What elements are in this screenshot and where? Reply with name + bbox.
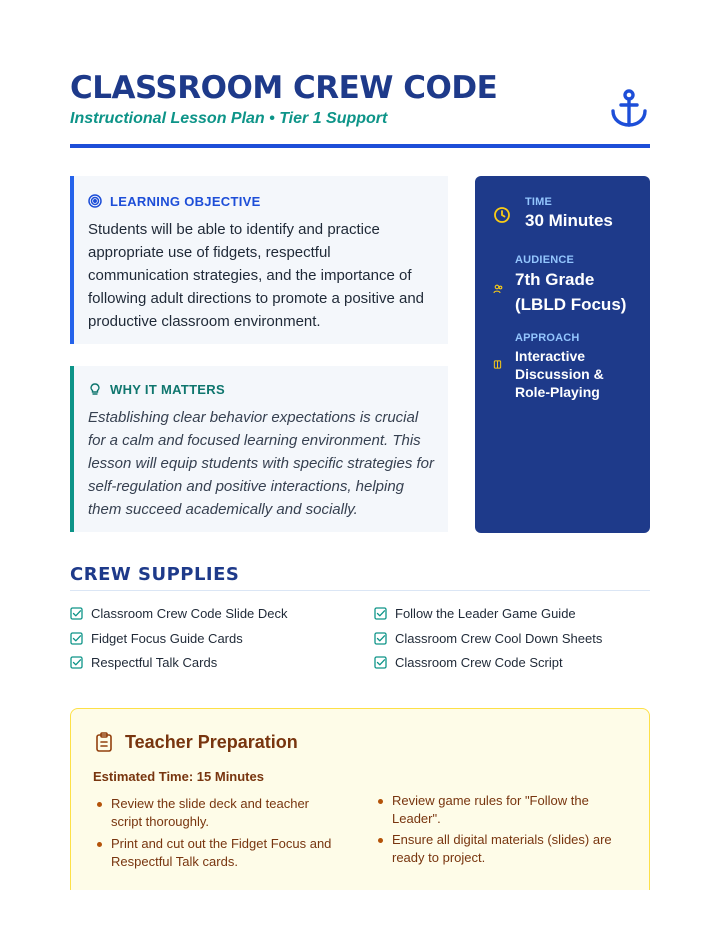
supply-label: Classroom Crew Code Script (395, 655, 563, 670)
checkbox-icon (374, 632, 387, 645)
checkbox-icon (70, 656, 83, 669)
lesson-info-panel (475, 176, 650, 533)
users-icon (493, 284, 503, 294)
supply-item (374, 606, 576, 621)
supply-item (374, 631, 602, 646)
why-it-matters-heading (88, 380, 434, 398)
time-info (497, 196, 632, 231)
list-item: Review the slide deck and teacher script thoroughly. (93, 795, 343, 831)
learning-objective-text: Students will be able to identify and practice appropriate use of fidgets, respectful communication strategies, and the importance of following adult directions to promote a positive and productive classroom environment. (88, 221, 425, 330)
teacher-preparation-heading (93, 731, 627, 753)
lightbulb-icon (88, 382, 102, 396)
why-it-matters-text: Establishing clear behavior expectations is crucial for a calm and focused learning environment. This lesson will equip students with specific strategies for self-regulation and positive interactions, helping them succeed academically and socially. (88, 409, 434, 518)
list-item: Review game rules for "Follow the Leader". (374, 792, 624, 828)
teacher-preparation-label: Teacher Preparation (125, 731, 298, 752)
supply-item (374, 655, 563, 670)
supply-label: Fidget Focus Guide Cards (91, 631, 243, 646)
checkbox-icon (70, 607, 83, 620)
learning-objective-label: LEARNING OBJECTIVE (110, 193, 261, 209)
crew-supplies-heading: CREW SUPPLIES (70, 564, 240, 585)
approach-label: APPROACH (515, 332, 580, 344)
audience-info (493, 254, 632, 317)
prep-list-right (374, 792, 624, 870)
approach-info (493, 332, 632, 401)
clipboard-icon (93, 731, 115, 753)
target-icon (88, 194, 102, 208)
anchor-icon (608, 88, 650, 130)
learning-objective-heading (88, 192, 434, 210)
supply-label: Follow the Leader Game Guide (395, 606, 576, 621)
page-subtitle: Instructional Lesson Plan • Tier 1 Support (70, 110, 388, 127)
book-icon (493, 360, 502, 369)
supply-item (70, 655, 217, 670)
supply-label: Respectful Talk Cards (91, 655, 218, 670)
supply-item (70, 631, 243, 646)
why-it-matters-card (70, 366, 448, 532)
learning-objective-card (70, 176, 448, 344)
estimated-time: Estimated Time: 15 Minutes (93, 769, 264, 784)
section-divider (70, 590, 650, 591)
checkbox-icon (70, 632, 83, 645)
checkbox-icon (374, 656, 387, 669)
teacher-preparation-card (70, 708, 650, 908)
supply-item (70, 606, 288, 621)
supply-label: Classroom Crew Cool Down Sheets (395, 631, 603, 646)
audience-label: AUDIENCE (515, 254, 575, 266)
checkbox-icon (374, 607, 387, 620)
page-bottom-edge (0, 890, 720, 932)
list-item: Print and cut out the Fidget Focus and Respectful Talk cards. (93, 835, 343, 871)
list-item: Ensure all digital materials (slides) are ready to project. (374, 831, 624, 867)
supply-label: Classroom Crew Code Slide Deck (91, 606, 288, 621)
clock-icon (493, 206, 511, 224)
page-title: CLASSROOM CREW CODE (70, 70, 498, 106)
time-value: 30 Minutes (525, 211, 613, 230)
audience-value: 7th Grade (LBLD Focus) (515, 270, 627, 314)
prep-list-left (93, 795, 343, 874)
page-header (70, 70, 650, 148)
why-it-matters-label: WHY IT MATTERS (110, 381, 225, 397)
time-label: TIME (525, 196, 553, 208)
approach-value: Interactive Discussion & Role-Playing (515, 348, 604, 400)
